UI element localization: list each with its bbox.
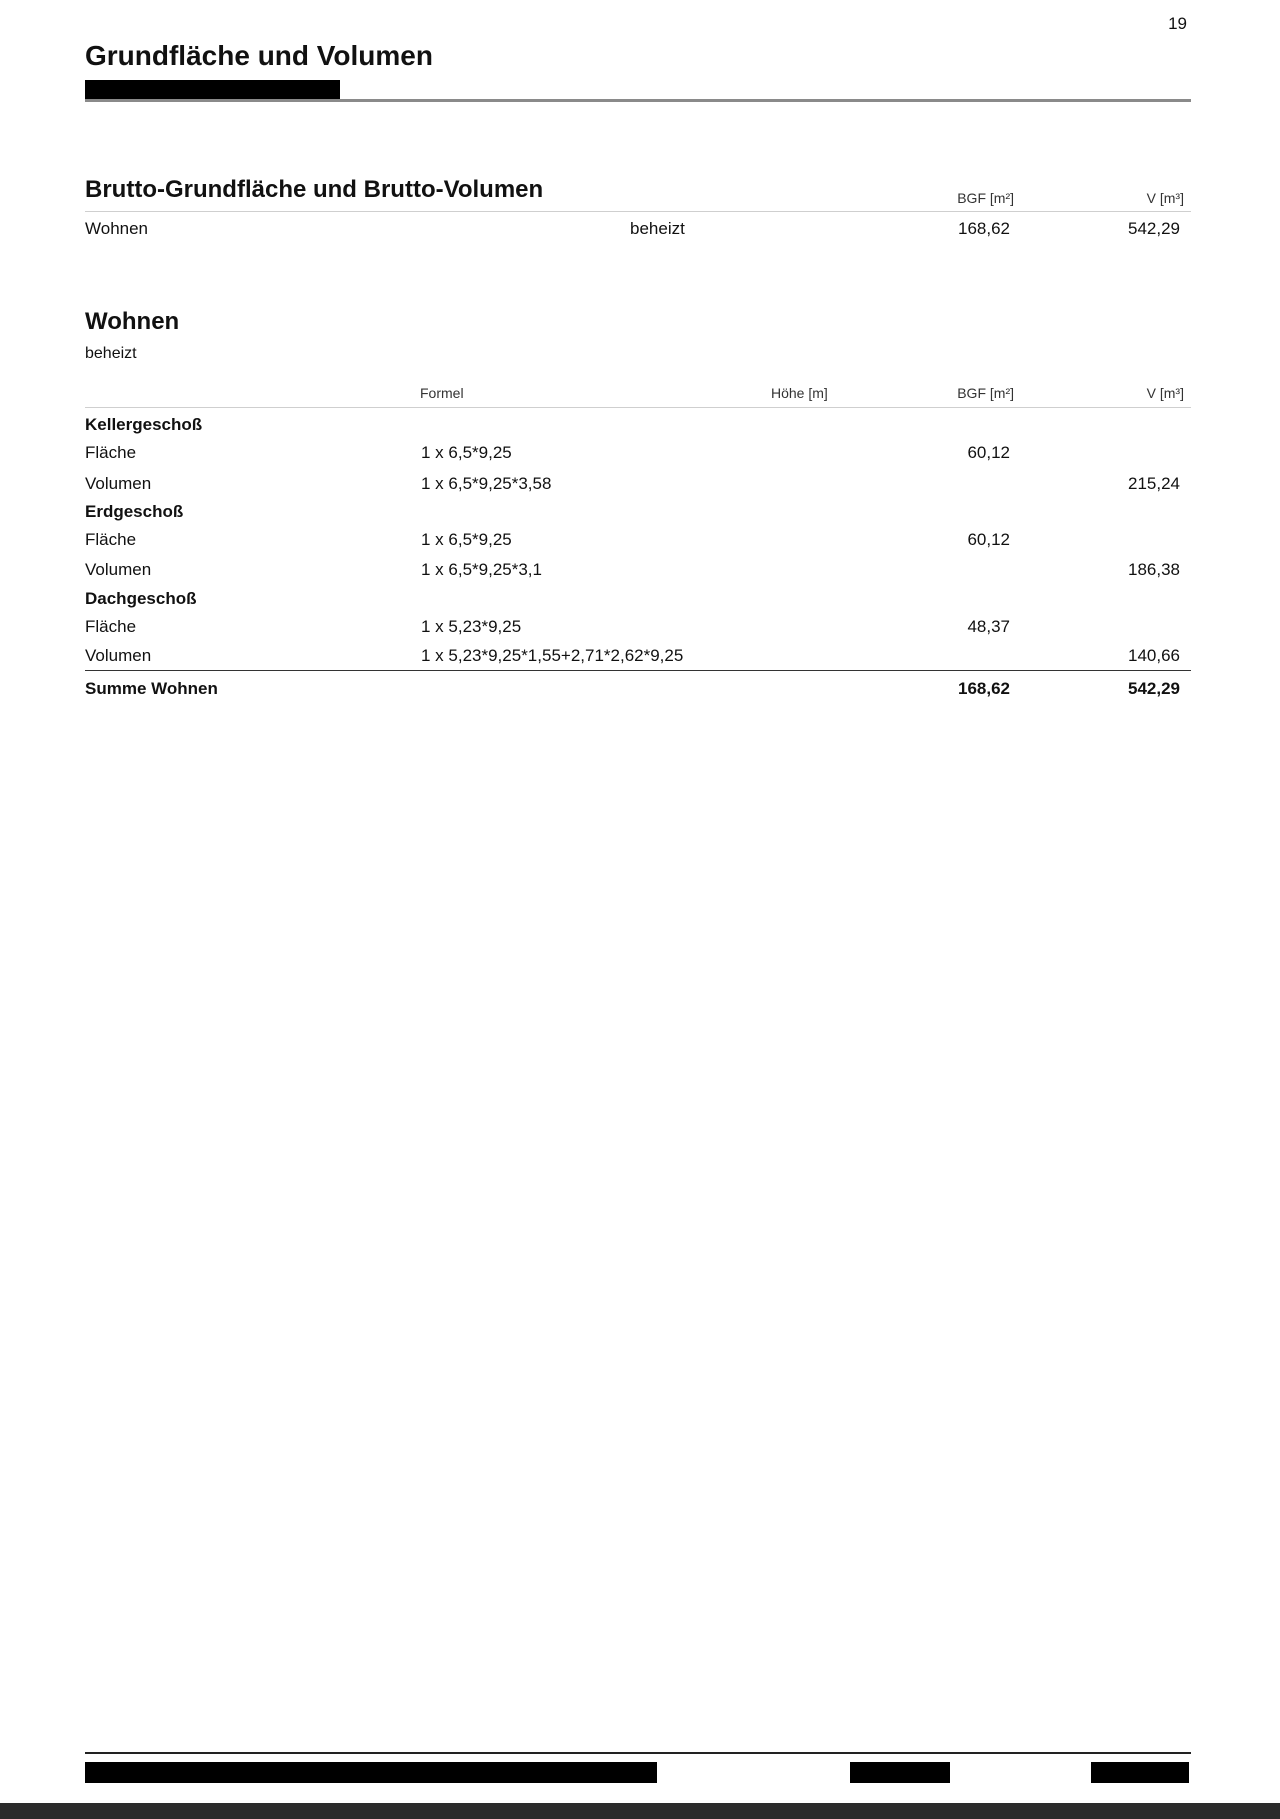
group-erdgeschoss-name: Erdgeschoß: [85, 502, 184, 521]
redacted-block: [850, 1762, 950, 1783]
header-formel: Formel: [420, 385, 464, 401]
total-v: 542,29: [1128, 679, 1180, 698]
row-label: Volumen: [85, 474, 152, 493]
row-formula: 1 x 6,5*9,25*3,1: [421, 560, 542, 579]
summary-row-v: 542,29: [1128, 219, 1180, 238]
row-label: Volumen: [85, 560, 152, 579]
header-divider: [85, 99, 1191, 102]
summary-row-status: beheizt: [630, 219, 685, 238]
row-formula: 1 x 5,23*9,25: [421, 617, 522, 636]
page-title: Grundfläche und Volumen: [85, 40, 433, 71]
viewer-bottom-bar: [0, 1803, 1280, 1819]
redacted-block: [85, 80, 340, 99]
total-label: Summe Wohnen: [85, 679, 218, 698]
group-kellergeschoss-name: Kellergeschoß: [85, 415, 203, 434]
redacted-block: [1091, 1762, 1189, 1783]
row-formula: 1 x 6,5*9,25: [421, 443, 512, 462]
summary-header-v: V [m³]: [1146, 190, 1184, 206]
detail-subtitle: beheizt: [85, 345, 137, 362]
row-bgf: 48,37: [967, 617, 1010, 636]
header-bgf: BGF [m²]: [957, 385, 1014, 401]
page-number: 19: [1168, 14, 1187, 33]
summary-title: Brutto-Grundfläche und Brutto-Volumen: [85, 176, 544, 203]
summary-row-bgf: 168,62: [958, 219, 1010, 238]
row-v: 215,24: [1128, 474, 1180, 493]
total-bgf: 168,62: [958, 679, 1010, 698]
row-label: Volumen: [85, 646, 152, 665]
summary-row-name: Wohnen: [85, 219, 149, 238]
row-formula: 1 x 5,23*9,25*1,55+2,71*2,62*9,25: [421, 646, 684, 665]
row-v: 186,38: [1128, 560, 1180, 579]
row-bgf: 60,12: [967, 530, 1010, 549]
header-v: V [m³]: [1146, 385, 1184, 401]
row-label: Fläche: [85, 443, 137, 462]
redacted-block: [85, 1762, 657, 1783]
summary-header-rule: [85, 211, 1191, 212]
row-v: 140,66: [1128, 646, 1180, 665]
summary-header-bgf: BGF [m²]: [957, 190, 1014, 206]
row-label: Fläche: [85, 530, 137, 549]
row-formula: 1 x 6,5*9,25: [421, 530, 512, 549]
detail-header-rule: [85, 407, 1191, 408]
footer-divider: [85, 1752, 1191, 1754]
header-hoehe: Höhe [m]: [771, 385, 828, 401]
row-bgf: 60,12: [967, 443, 1010, 462]
row-formula: 1 x 6,5*9,25*3,58: [421, 474, 552, 493]
detail-title: Wohnen: [85, 308, 180, 335]
group-dachgeschoss-name: Dachgeschoß: [85, 589, 197, 608]
total-rule: [85, 670, 1191, 671]
row-label: Fläche: [85, 617, 137, 636]
